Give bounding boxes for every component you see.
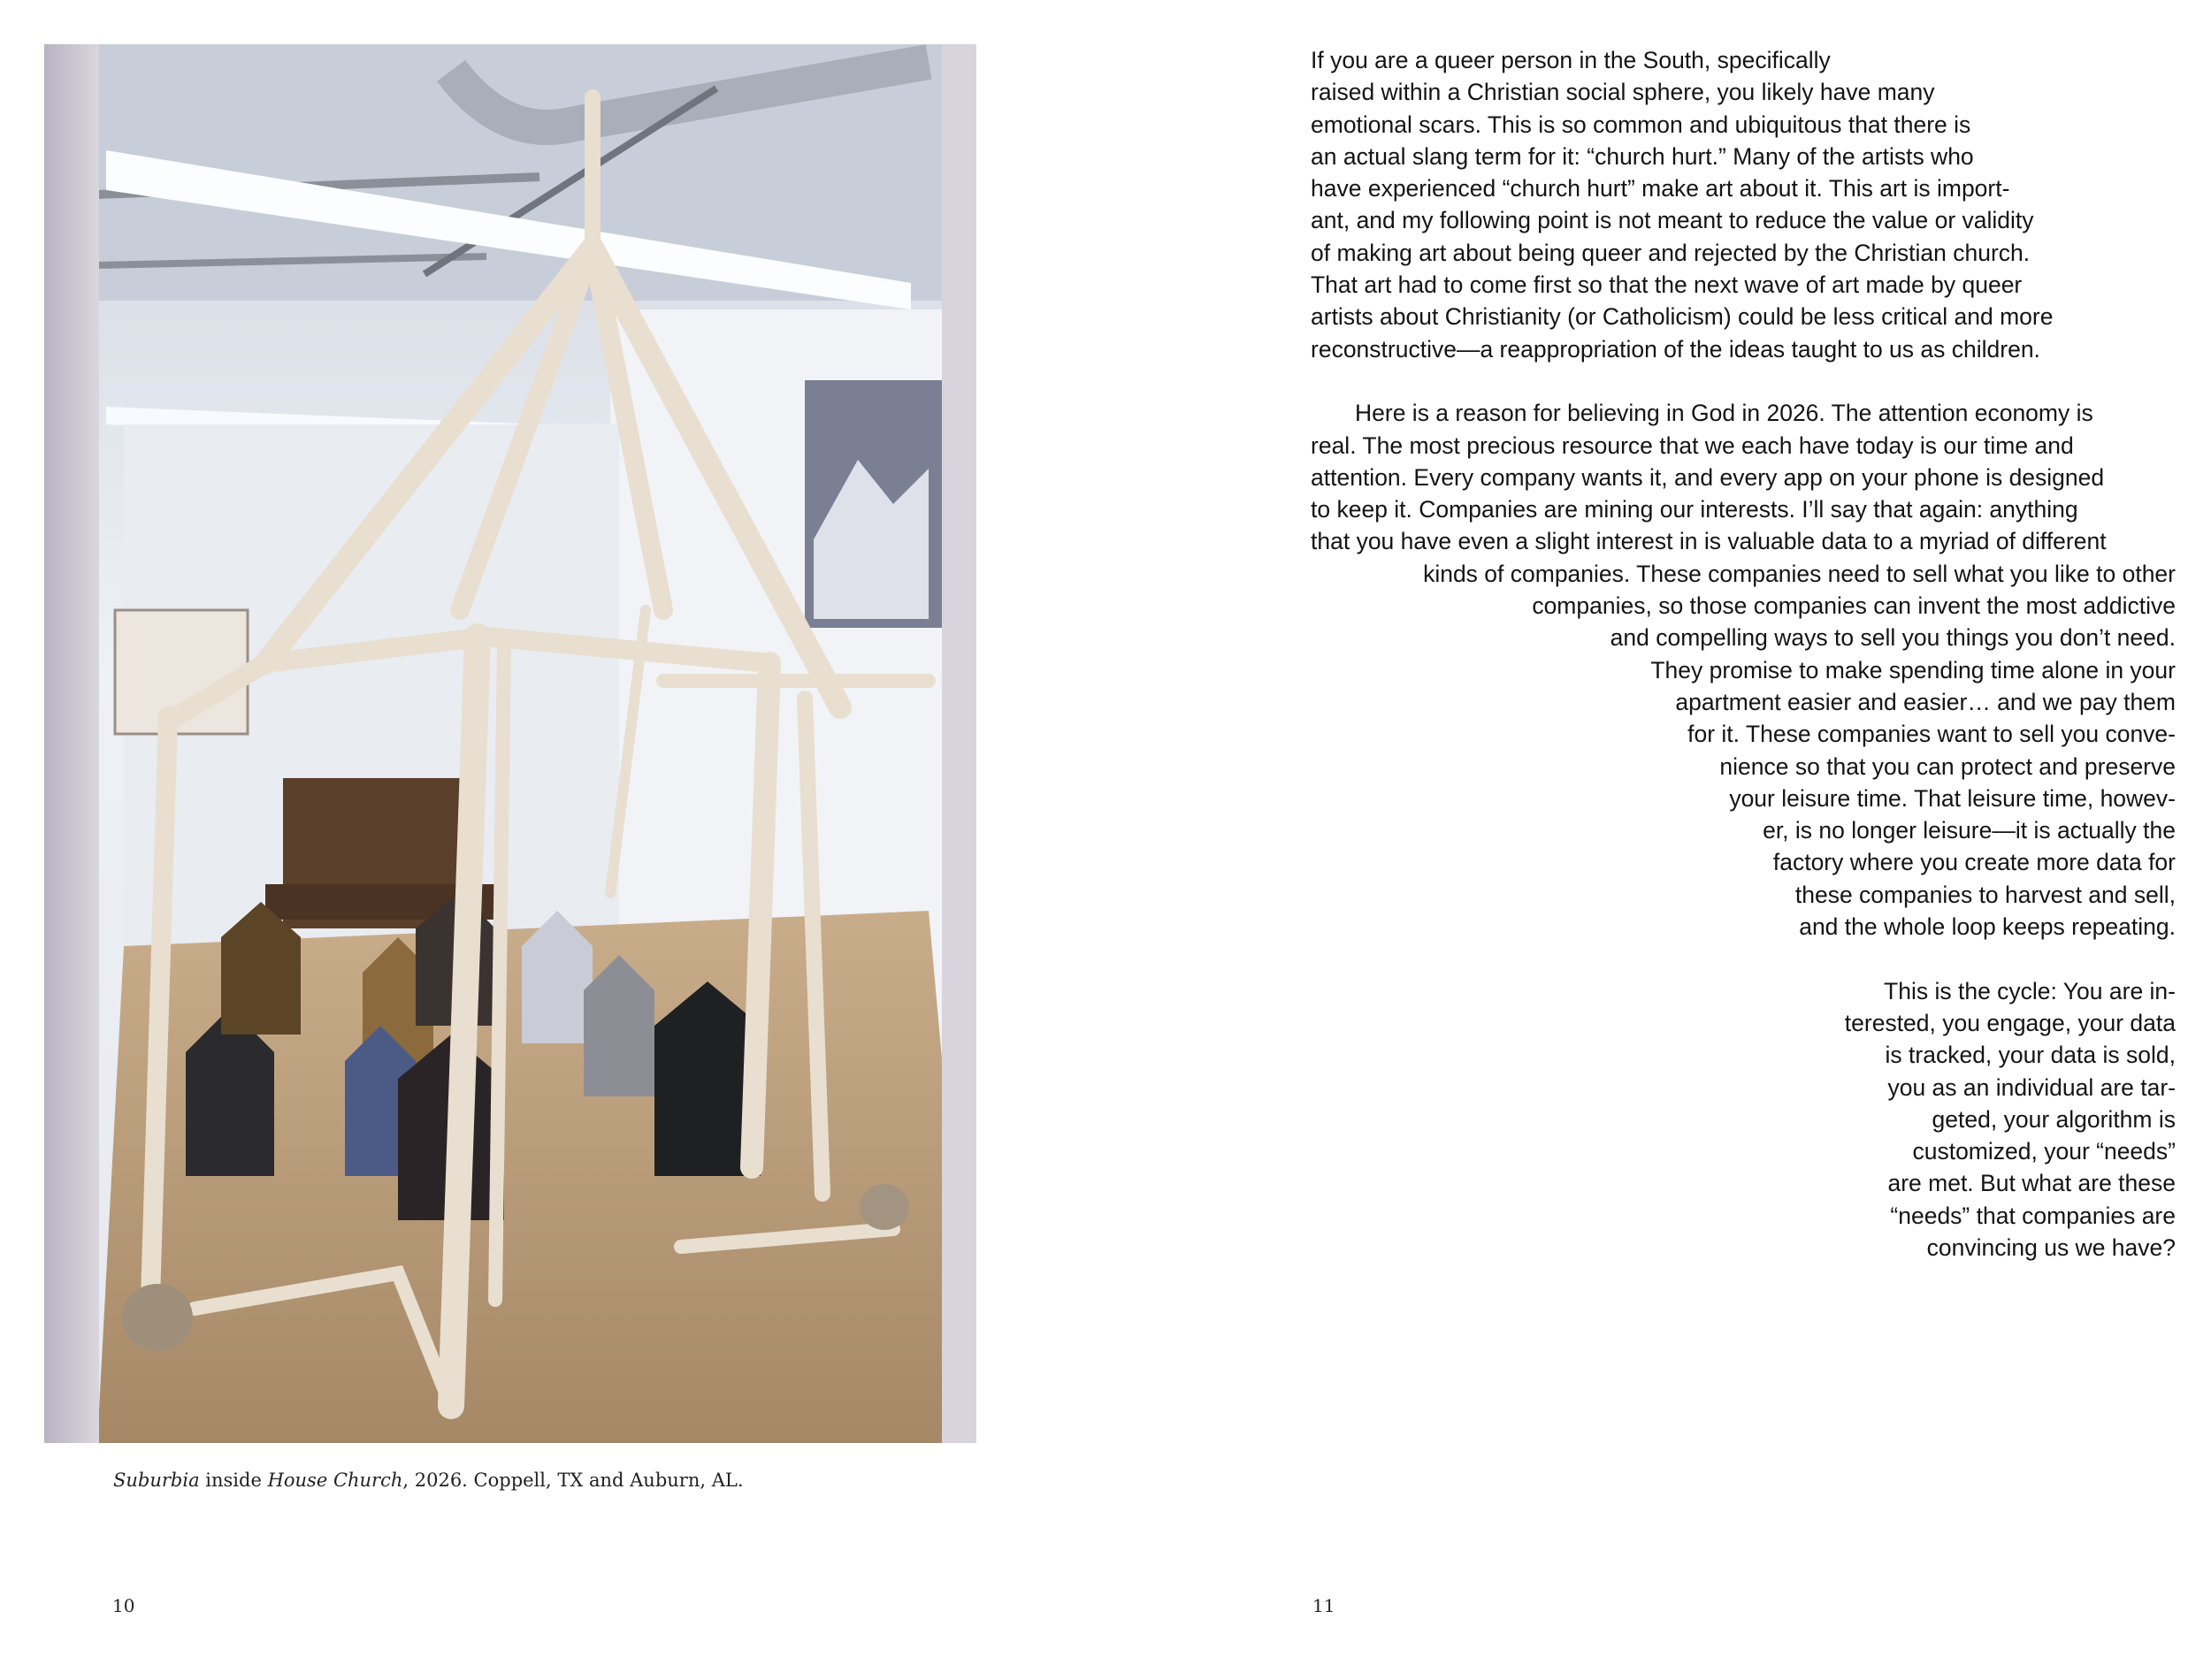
text-line: er, is no longer leisure—it is actually the [1763,817,2176,844]
paragraph-1 [1311,44,2176,365]
photo-caption [113,1470,909,1491]
text-line: “needs” that companies are [1890,1202,2176,1229]
text-line: They promise to make spending time alone in your [1650,656,2176,683]
text-line: nience so that you can protect and preserve [1719,752,2176,780]
text-line: reconstructive—a reappropriation of the ideas taught to us as children. [1311,335,2040,363]
text-line: and compelling ways to sell you things you don’t need. [1610,624,2176,652]
text-line: an actual slang term for it: “church hurt.” Many of the artists who [1311,142,1974,170]
text-line: emotional scars. This is so common and ubiquitous that there is [1311,111,1971,138]
text-line: raised within a Christian social sphere, you likely have many [1311,79,1935,106]
text-line: that you have even a slight interest in is valuable data to a myriad of different [1311,528,2107,555]
text-line: of making art about being queer and rejected by the Christian church. [1311,239,2031,266]
paragraph-gap [1311,365,2176,397]
paragraph-3 [1311,975,2176,1264]
text-line: have experienced “church hurt” make art about it. This art is import- [1311,175,2010,202]
caption-connector: inside [199,1470,268,1491]
caption-details: , 2026. Coppell, TX and Auburn, AL. [402,1470,744,1491]
text-line: attention. Every company wants it, and every app on your phone is designed [1311,463,2105,491]
text-line: kinds of companies. These companies need to sell what you like to other [1423,560,2176,587]
text-line: customized, your “needs” [1912,1138,2176,1165]
caption-installation-title: House Church [267,1470,403,1491]
text-line: Here is a reason for believing in God in 2026. The attention economy is [1355,400,2093,427]
text-line: terested, you engage, your data [1844,1009,2176,1036]
text-line: artists about Christianity (or Catholicism) could be less critical and more [1311,303,2054,331]
photograph-icon [44,44,976,1443]
essay-body [1311,44,2176,1264]
text-line: you as an individual are tar- [1887,1073,2176,1101]
text-line: companies, so those companies can invent the most addictive [1532,592,2176,620]
text-line: This is the cycle: You are in- [1884,977,2176,1004]
page-number-left: 10 [112,1595,135,1616]
text-line: your leisure time. That leisure time, howev- [1729,784,2176,812]
text-line: geted, your algorithm is [1932,1105,2176,1133]
text-line: That art had to come first so that the next wave of art made by queer [1311,271,2023,299]
text-line: convincing us we have? [1926,1233,2176,1261]
text-line: and the whole loop keeps repeating. [1799,913,2176,941]
text-line: real. The most precious resource that we each have today is our time and [1311,431,2074,459]
paragraph-gap [1311,943,2176,974]
text-line: If you are a queer person in the South, specifically [1311,47,1831,73]
text-line: factory where you create more data for [1772,849,2176,876]
caption-artwork-title: Suburbia [113,1470,200,1491]
text-line: are met. But what are these [1887,1170,2176,1197]
paragraph-2 [1311,397,2176,943]
text-line: to keep it. Companies are mining our interests. I’ll say that again: anything [1311,496,2078,523]
text-line: ant, and my following point is not meant to reduce the value or validity [1311,207,2034,234]
page-number-right: 11 [1312,1595,1335,1616]
text-line: is tracked, your data is sold, [1885,1042,2176,1069]
installation-photo [44,44,976,1443]
text-line: apartment easier and easier… and we pay them [1675,688,2176,715]
text-line: these companies to harvest and sell, [1794,881,2176,908]
text-line: for it. These companies want to sell you conve- [1687,721,2176,748]
